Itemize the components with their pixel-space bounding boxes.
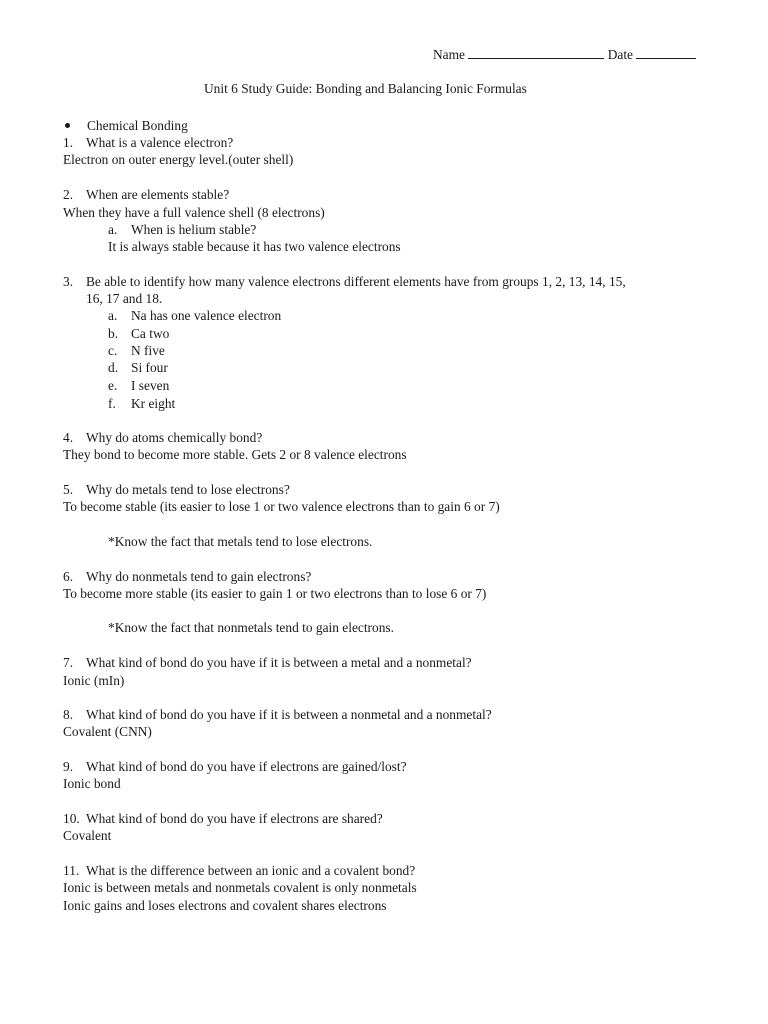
sub-answer-2a: It is always stable because it has two valence electrons <box>108 239 401 254</box>
section-label: Chemical Bonding <box>87 118 188 133</box>
list-marker: f. <box>108 396 116 411</box>
page-title: Unit 6 Study Guide: Bonding and Balancing Ionic Formulas <box>204 81 527 96</box>
sub-question-text: When is helium stable? <box>131 222 257 237</box>
list-marker: c. <box>108 343 118 358</box>
answer-2: When they have a full valence shell (8 electrons) <box>63 205 325 220</box>
answer-10: Covalent <box>63 828 112 843</box>
list-marker: b. <box>108 326 119 341</box>
list-item <box>108 343 165 359</box>
list-item-text: I seven <box>131 378 170 393</box>
question-number: 10. <box>63 811 80 826</box>
question-text: What kind of bond do you have if electrons are gained/lost? <box>86 759 407 774</box>
answer-11-line-1: Ionic is between metals and nonmetals covalent is only nonmetals <box>63 880 417 895</box>
note-5: *Know the fact that metals tend to lose electrons. <box>108 534 373 549</box>
list-item <box>108 326 169 342</box>
question-1 <box>63 135 233 151</box>
question-7 <box>63 655 472 671</box>
list-item <box>108 360 168 376</box>
question-5 <box>63 482 290 498</box>
question-text: Be able to identify how many valence electrons different elements have from groups 1, 2, 13, 14, 15, <box>86 274 626 289</box>
name-blank[interactable] <box>468 46 604 59</box>
bullet-icon <box>65 123 70 128</box>
question-number: 7. <box>63 655 74 670</box>
question-11 <box>63 863 415 879</box>
question-10 <box>63 811 383 827</box>
question-6 <box>63 569 311 585</box>
question-number: 6. <box>63 569 74 584</box>
question-text: What kind of bond do you have if it is between a nonmetal and a nonmetal? <box>86 707 492 722</box>
question-text: What kind of bond do you have if it is between a metal and a nonmetal? <box>86 655 472 670</box>
answer-11-line-2: Ionic gains and loses electrons and covalent shares electrons <box>63 898 387 913</box>
question-text: What is a valence electron? <box>86 135 234 150</box>
header-name-date <box>433 46 696 63</box>
question-3-continued: 16, 17 and 18. <box>86 291 163 306</box>
answer-9: Ionic bond <box>63 776 121 791</box>
list-item <box>108 308 281 324</box>
name-label: Name <box>433 47 465 62</box>
question-text: Why do atoms chemically bond? <box>86 430 263 445</box>
question-text: Why do nonmetals tend to gain electrons? <box>86 569 312 584</box>
question-number: 5. <box>63 482 74 497</box>
question-number: 3. <box>63 274 74 289</box>
question-number: 9. <box>63 759 74 774</box>
list-marker: a. <box>108 308 118 323</box>
list-item-text: Ca two <box>131 326 170 341</box>
question-number: 2. <box>63 187 74 202</box>
question-number: 1. <box>63 135 74 150</box>
answer-8: Covalent (CNN) <box>63 724 152 739</box>
list-item-text: Kr eight <box>131 396 176 411</box>
question-number: 4. <box>63 430 74 445</box>
answer-4: They bond to become more stable. Gets 2 or 8 valence electrons <box>63 447 407 462</box>
question-8 <box>63 707 492 723</box>
list-item-text: N five <box>131 343 165 358</box>
list-marker: d. <box>108 360 119 375</box>
list-item <box>108 378 169 394</box>
answer-6: To become more stable (its easier to gain 1 or two electrons than to lose 6 or 7) <box>63 586 487 601</box>
question-number: 11. <box>63 863 80 878</box>
question-9 <box>63 759 407 775</box>
question-4 <box>63 430 262 446</box>
question-2 <box>63 187 229 203</box>
question-number: 8. <box>63 707 74 722</box>
answer-5: To become stable (its easier to lose 1 or two valence electrons than to gain 6 or 7) <box>63 499 500 514</box>
question-text: What kind of bond do you have if electrons are shared? <box>86 811 383 826</box>
answer-7: Ionic (mIn) <box>63 673 125 688</box>
question-text: Why do metals tend to lose electrons? <box>86 482 290 497</box>
note-6: *Know the fact that nonmetals tend to gain electrons. <box>108 620 394 635</box>
date-blank[interactable] <box>636 46 696 59</box>
question-text: What is the difference between an ionic and a covalent bond? <box>86 863 416 878</box>
answer-1: Electron on outer energy level.(outer shell) <box>63 152 294 167</box>
sub-question-2a <box>108 222 256 238</box>
sub-marker: a. <box>108 222 118 237</box>
list-item <box>108 396 175 412</box>
list-item-text: Na has one valence electron <box>131 308 282 323</box>
question-3 <box>63 274 626 290</box>
question-text: When are elements stable? <box>86 187 230 202</box>
date-label: Date <box>607 47 633 62</box>
section-heading <box>63 118 188 134</box>
list-marker: e. <box>108 378 118 393</box>
list-item-text: Si four <box>131 360 168 375</box>
